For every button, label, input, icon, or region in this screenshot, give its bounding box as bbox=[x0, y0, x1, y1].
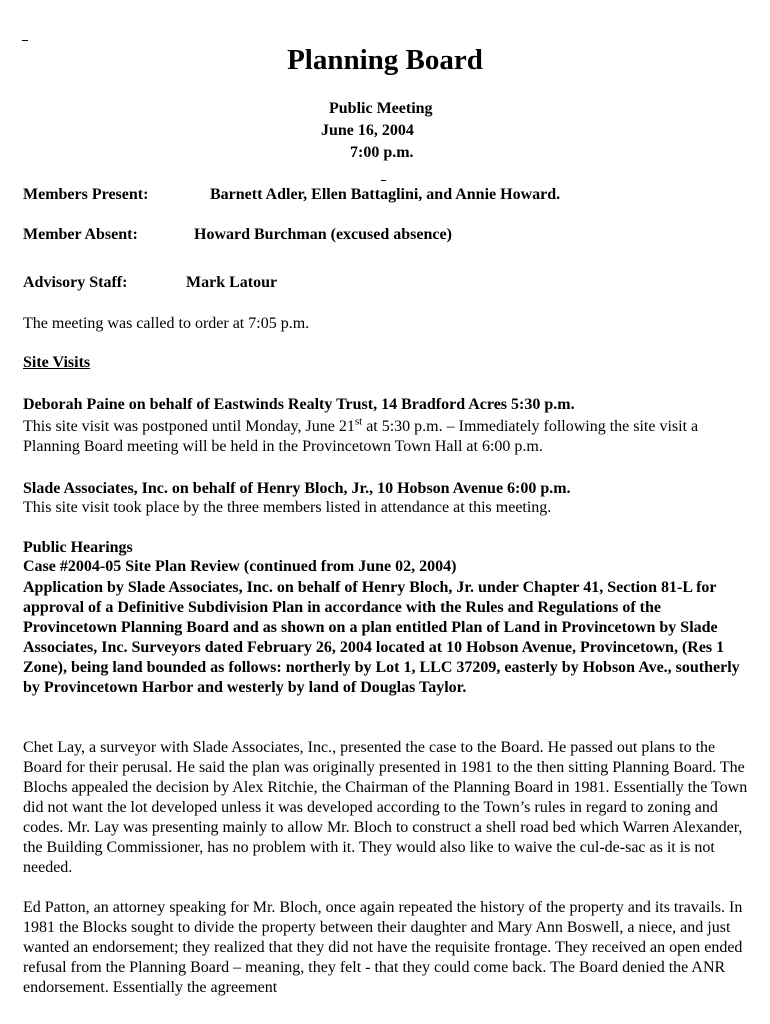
member-absent-label: Member Absent: bbox=[23, 226, 138, 243]
hearing-paragraph-1: Chet Lay, a surveyor with Slade Associates, Inc., presented the case to the Board. He passed out plans to the Board for their perusal. He said the plan was originally presented in 1981 to the then sitting Planning Board. The Blochs appealed the decision by Alex Ritchie, the Chairman of the Planning Board in 1981. Essentially the Town did not want the lot developed unless it was developed according to the Town’s rules in regard to zoning and codes. Mr. Lay was presenting mainly to allow Mr. Bloch to construct a shell road bed which Warren Alexander, the Building Commissioner, has no problem with it. They would also like to waive the cul-de-sac as it is not needed. bbox=[23, 739, 748, 876]
members-present-value: Barnett Adler, Ellen Battaglini, and Annie Howard. bbox=[210, 186, 561, 203]
meeting-time: 7:00 p.m. bbox=[350, 144, 414, 161]
case-application: Application by Slade Associates, Inc. on behalf of Henry Bloch, Jr. under Chapter 41, Section 81-L for approval of a Definitive Subdivision Plan in accordance with the Rules and Regulations of the Provincetown Planning Board and as shown on a plan entitled Plan of Land in Provincetown by Slade Associates, Inc. Surveyors dated February 26, 2004 located at 10 Hobson Avenue, Provincetown, (Res 1 Zone), being land bounded as follows: northerly by Lot 1, LLC 37209, easterly by Hobson Ave., southerly by Provincetown Harbor and westerly by land of Douglas Taylor. bbox=[23, 579, 740, 696]
site-visit-1-title: Deborah Paine on behalf of Eastwinds Realty Trust, 14 Bradford Acres 5:30 p.m. bbox=[23, 396, 575, 413]
advisory-staff-label: Advisory Staff: bbox=[23, 274, 128, 291]
hearing-paragraph-2: Ed Patton, an attorney speaking for Mr. Bloch, once again repeated the history of the property and its travails. In 1981 the Blocks sought to divide the property between their daughter and Mary Ann Boswell, a niece, and just wanted an endorsement; they realized that they did not have the requisite frontage. They received an open ended refusal from the Planning Board – meaning, they felt - that they could come back. The Board denied the ANR endorsement. Essentially the agreement bbox=[23, 899, 743, 996]
stray-mark bbox=[381, 180, 386, 181]
meeting-date: June 16, 2004 bbox=[321, 122, 414, 139]
call-to-order: The meeting was called to order at 7:05 p.m. bbox=[23, 315, 310, 332]
public-hearings-heading: Public Hearings bbox=[23, 539, 133, 556]
stray-mark bbox=[22, 40, 28, 41]
case-title: Case #2004-05 Site Plan Review (continued from June 02, 2004) bbox=[23, 558, 457, 575]
advisory-staff-value: Mark Latour bbox=[186, 274, 278, 291]
member-absent-value: Howard Burchman (excused absence) bbox=[194, 226, 452, 243]
site-visit-2-title: Slade Associates, Inc. on behalf of Henry Bloch, Jr., 10 Hobson Avenue 6:00 p.m. bbox=[23, 480, 571, 497]
site-visit-2-text: This site visit took place by the three members listed in attendance at this meeting. bbox=[23, 499, 552, 516]
members-present-label: Members Present: bbox=[23, 186, 149, 203]
site-visits-heading: Site Visits bbox=[23, 354, 91, 371]
page-title: Planning Board bbox=[287, 44, 483, 76]
site-visit-1-text: This site visit was postponed until Monday, June 21st at 5:30 p.m. – Immediately following the site visit a Planning Board meeting will be held in the Provincetown Town Hall at 6:00 p.m. bbox=[23, 415, 699, 455]
meeting-type: Public Meeting bbox=[329, 100, 433, 117]
